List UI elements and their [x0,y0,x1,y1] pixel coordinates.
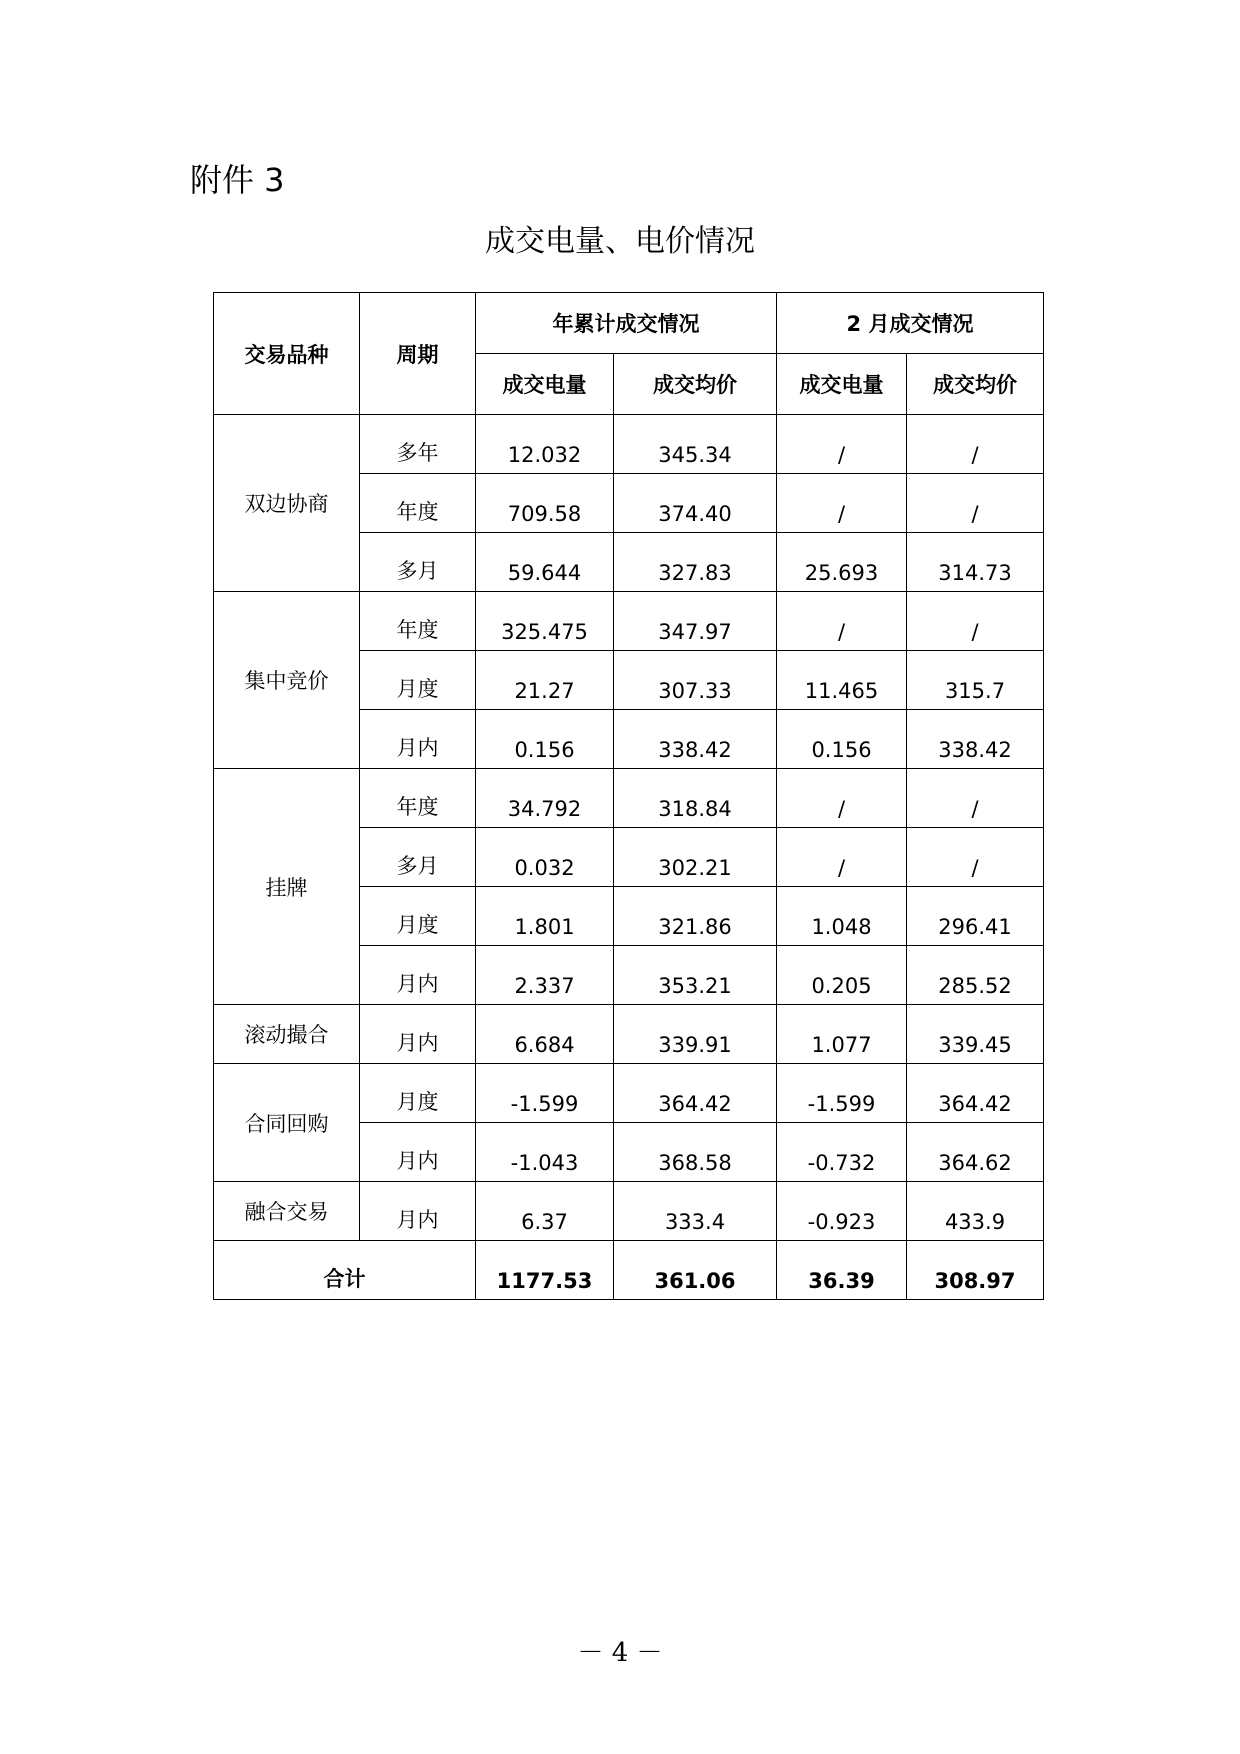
period-cell: 年度 [360,592,476,651]
annual-volume-cell: 59.644 [476,533,614,592]
month-volume-cell: / [777,592,907,651]
annual-volume-cell: 0.032 [476,828,614,887]
month-price-cell: 433.9 [907,1182,1044,1241]
header-category: 交易品种 [214,293,360,415]
month-volume-cell: -1.599 [777,1064,907,1123]
total-month-price-cell: 308.97 [907,1241,1044,1300]
annual-price-cell: 307.33 [614,651,777,710]
annual-volume-cell: -1.599 [476,1064,614,1123]
header-month-volume: 成交电量 [777,354,907,415]
annual-price-cell: 338.42 [614,710,777,769]
period-cell: 月度 [360,887,476,946]
month-price-cell: 296.41 [907,887,1044,946]
month-price-cell: 315.7 [907,651,1044,710]
month-volume-cell: 11.465 [777,651,907,710]
period-cell: 月度 [360,1064,476,1123]
annual-price-cell: 318.84 [614,769,777,828]
month-volume-cell: 1.077 [777,1005,907,1064]
month-price-cell: / [907,415,1044,474]
category-cell: 集中竞价 [214,592,360,769]
total-month-volume-cell: 36.39 [777,1241,907,1300]
month-price-cell: / [907,592,1044,651]
total-annual-price-cell: 361.06 [614,1241,777,1300]
category-cell: 双边协商 [214,415,360,592]
month-volume-cell: / [777,474,907,533]
category-cell: 融合交易 [214,1182,360,1241]
annual-price-cell: 368.58 [614,1123,777,1182]
month-volume-cell: / [777,828,907,887]
month-volume-cell: -0.923 [777,1182,907,1241]
header-monthly-group: 2 月成交情况 [777,293,1044,354]
annual-price-cell: 353.21 [614,946,777,1005]
month-price-cell: 338.42 [907,710,1044,769]
annual-volume-cell: 6.684 [476,1005,614,1064]
month-price-cell: / [907,828,1044,887]
annual-volume-cell: -1.043 [476,1123,614,1182]
annual-price-cell: 374.40 [614,474,777,533]
month-volume-cell: / [777,415,907,474]
month-volume-cell: -0.732 [777,1123,907,1182]
table-row [214,592,1044,651]
annual-volume-cell: 12.032 [476,415,614,474]
annual-volume-cell: 325.475 [476,592,614,651]
table-row [214,1182,1044,1241]
table-row [214,415,1044,474]
month-price-cell: / [907,474,1044,533]
month-price-cell: 364.42 [907,1064,1044,1123]
total-annual-volume-cell: 1177.53 [476,1241,614,1300]
trade-summary-table [213,292,1044,1300]
period-cell: 月度 [360,651,476,710]
month-price-cell: 339.45 [907,1005,1044,1064]
period-cell: 月内 [360,1123,476,1182]
table-body [214,415,1044,1300]
annual-price-cell: 333.4 [614,1182,777,1241]
table-row [214,1064,1044,1123]
annual-volume-cell: 709.58 [476,474,614,533]
month-volume-cell: 1.048 [777,887,907,946]
month-volume-cell: / [777,769,907,828]
annual-volume-cell: 34.792 [476,769,614,828]
month-volume-cell: 0.156 [777,710,907,769]
category-cell: 合同回购 [214,1064,360,1182]
period-cell: 年度 [360,474,476,533]
annex-label: 附件 3 [190,161,285,199]
annual-volume-cell: 21.27 [476,651,614,710]
table-row [214,1005,1044,1064]
annual-volume-cell: 0.156 [476,710,614,769]
month-volume-cell: 0.205 [777,946,907,1005]
header-annual-group: 年累计成交情况 [476,293,777,354]
period-cell: 月内 [360,946,476,1005]
header-annual-volume: 成交电量 [476,354,614,415]
month-price-cell: 285.52 [907,946,1044,1005]
annual-volume-cell: 2.337 [476,946,614,1005]
document-title: 成交电量、电价情况 [485,224,755,259]
annual-price-cell: 321.86 [614,887,777,946]
annual-volume-cell: 6.37 [476,1182,614,1241]
total-label: 合计 [214,1241,476,1300]
month-price-cell: / [907,769,1044,828]
header-annual-price: 成交均价 [614,354,777,415]
period-cell: 年度 [360,769,476,828]
header-period: 周期 [360,293,476,415]
annual-price-cell: 327.83 [614,533,777,592]
period-cell: 月内 [360,710,476,769]
month-volume-cell: 25.693 [777,533,907,592]
period-cell: 多年 [360,415,476,474]
period-cell: 多月 [360,533,476,592]
total-row [214,1241,1044,1300]
month-price-cell: 314.73 [907,533,1044,592]
period-cell: 月内 [360,1182,476,1241]
category-cell: 挂牌 [214,769,360,1005]
annual-price-cell: 364.42 [614,1064,777,1123]
annual-price-cell: 302.21 [614,828,777,887]
annual-price-cell: 339.91 [614,1005,777,1064]
month-price-cell: 364.62 [907,1123,1044,1182]
header-month-price: 成交均价 [907,354,1044,415]
page-number: － 4 － [577,1638,663,1668]
annual-price-cell: 347.97 [614,592,777,651]
annual-volume-cell: 1.801 [476,887,614,946]
period-cell: 多月 [360,828,476,887]
period-cell: 月内 [360,1005,476,1064]
category-cell: 滚动撮合 [214,1005,360,1064]
annual-price-cell: 345.34 [614,415,777,474]
table-row [214,769,1044,828]
